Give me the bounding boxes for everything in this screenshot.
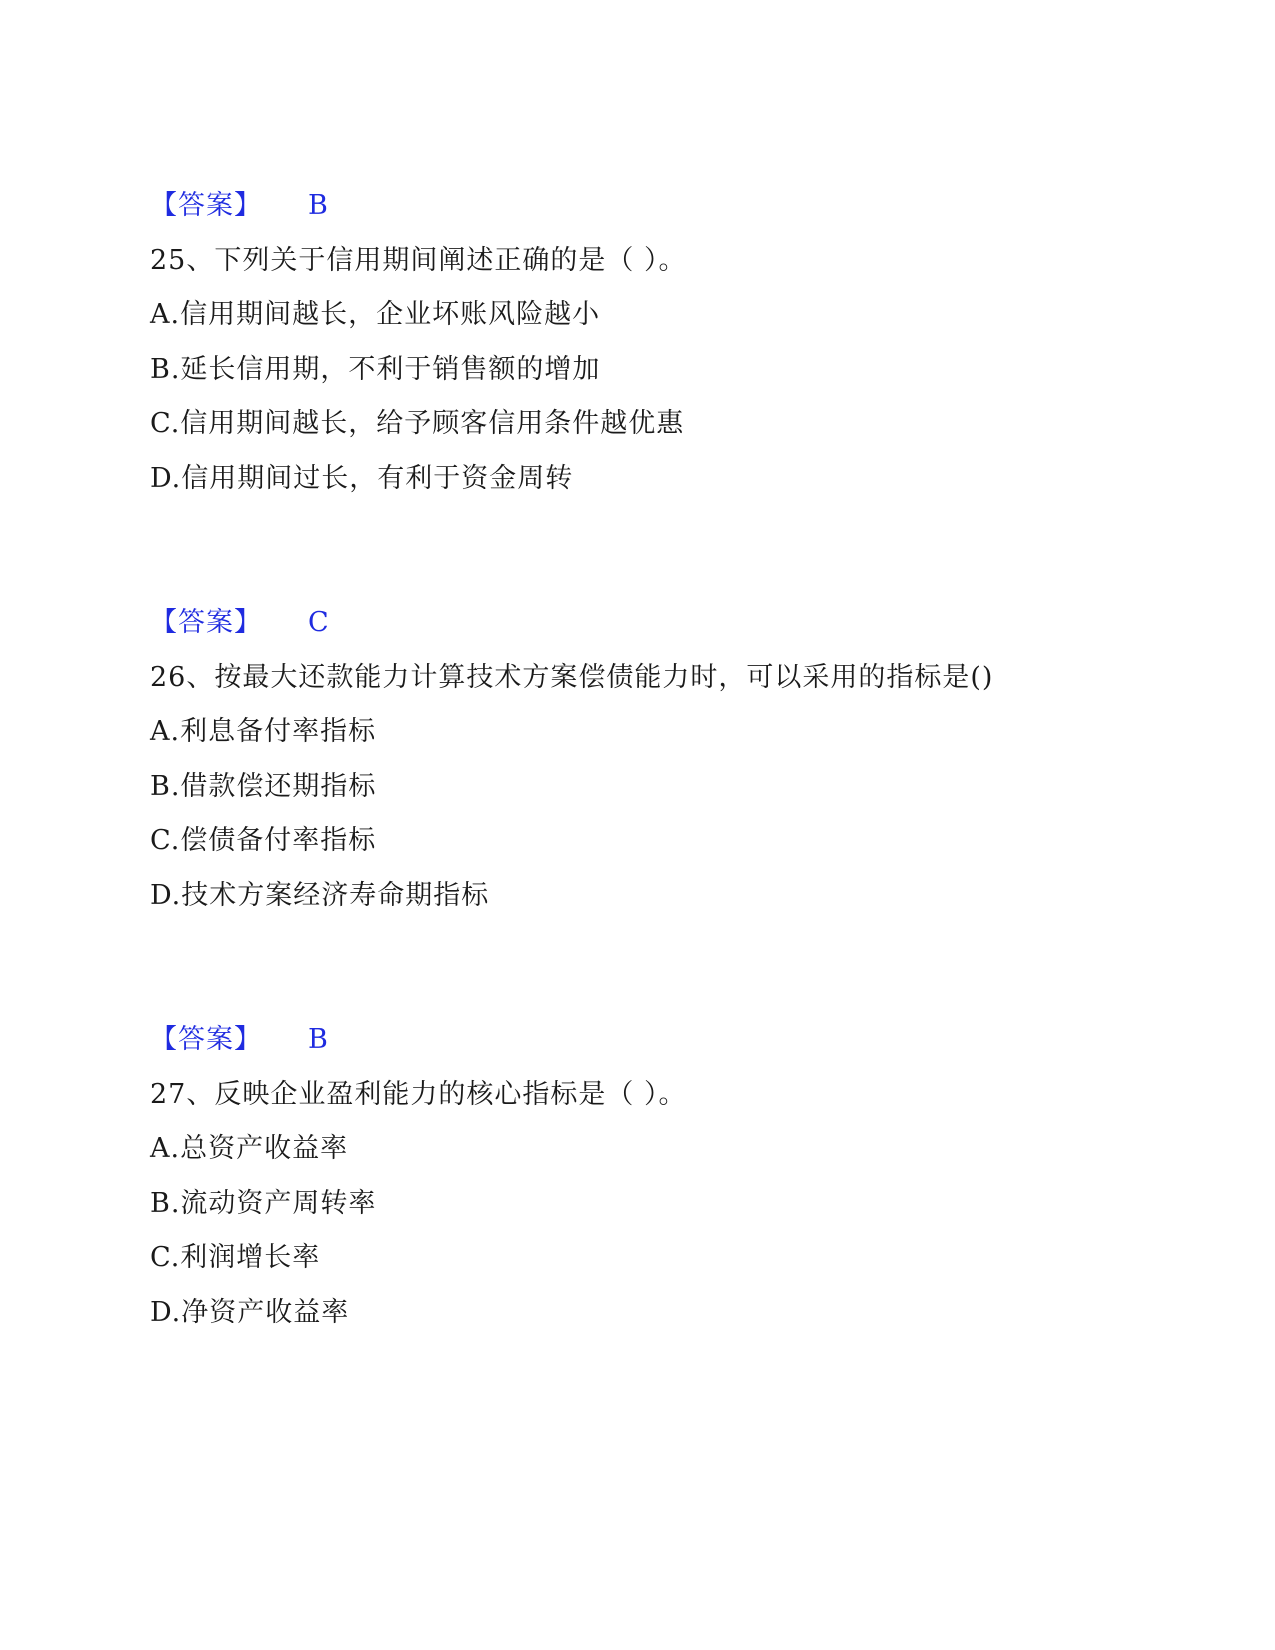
option-b: B.借款偿还期指标: [150, 771, 377, 802]
answer-line: [150, 1023, 329, 1057]
option-a: A.总资产收益率: [150, 1133, 349, 1164]
option-c: C.偿债备付率指标: [150, 825, 377, 856]
question-text: 26、按最大还款能力计算技术方案偿债能力时，可以采用的指标是(): [150, 662, 994, 693]
answer-value: C: [308, 607, 330, 638]
option-b: B.延长信用期，不利于销售额的增加: [150, 354, 601, 385]
option-d: D.信用期间过长，有利于资金周转: [150, 463, 574, 494]
option-a: A.信用期间越长，企业坏账风险越小: [150, 299, 601, 330]
option-c: C.信用期间越长，给予顾客信用条件越优惠: [150, 408, 685, 439]
answer-value: B: [308, 190, 329, 221]
question-text: 25、下列关于信用期间阐述正确的是（ ）。: [150, 245, 687, 276]
question-text: 27、反映企业盈利能力的核心指标是（ ）。: [150, 1079, 687, 1110]
option-b: B.流动资产周转率: [150, 1188, 377, 1219]
answer-label: 【答案】: [150, 607, 262, 638]
option-a: A.利息备付率指标: [150, 716, 377, 747]
answer-line: [150, 189, 329, 223]
option-d: D.技术方案经济寿命期指标: [150, 880, 490, 911]
option-c: C.利润增长率: [150, 1242, 321, 1273]
answer-label: 【答案】: [150, 190, 262, 221]
answer-label: 【答案】: [150, 1024, 262, 1055]
answer-value: B: [308, 1024, 329, 1055]
answer-line: [150, 606, 330, 640]
option-d: D.净资产收益率: [150, 1297, 350, 1328]
